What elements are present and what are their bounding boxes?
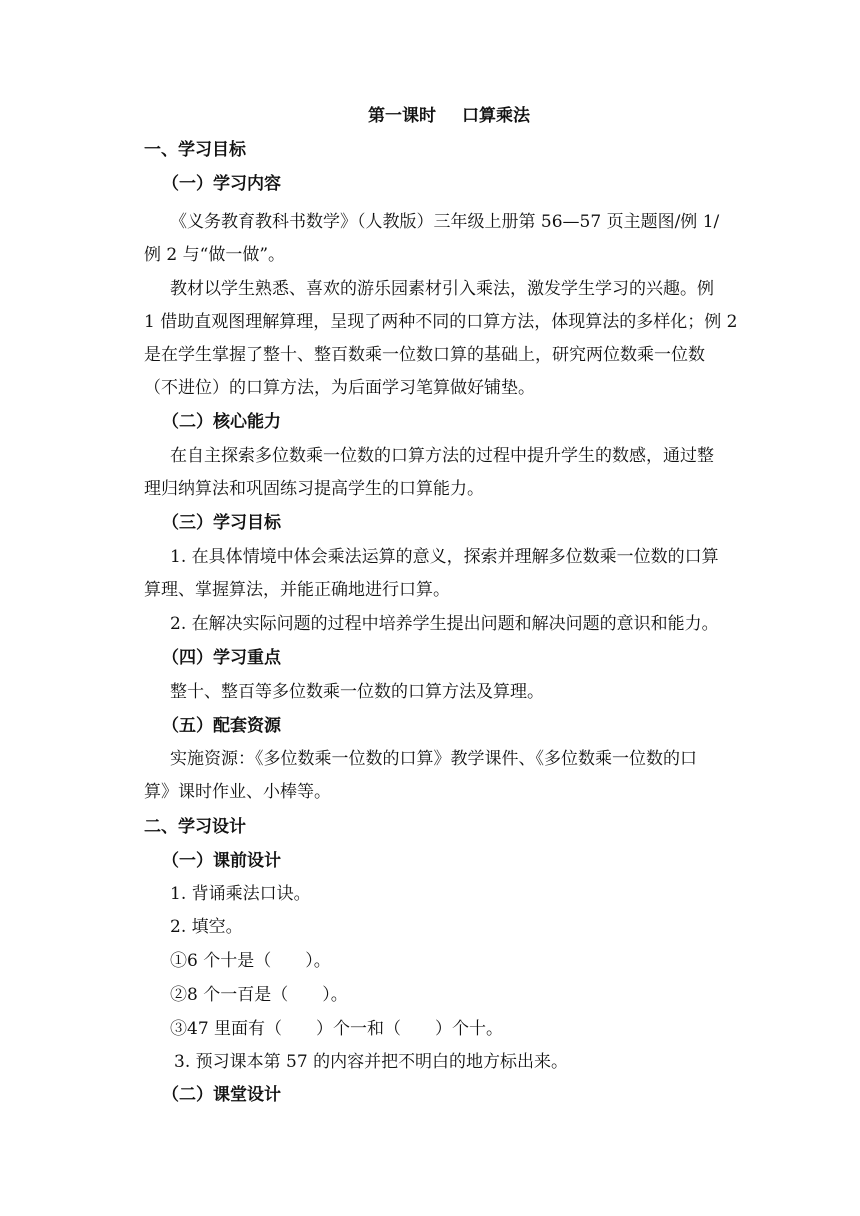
paragraph-ability-line: 在自主探索多位数乘一位数的口算方法的过程中提升学生的数感，通过整 xyxy=(170,446,714,466)
paragraph-content-line: 教材以学生熟悉、喜欢的游乐园素材引入乘法，激发学生学习的兴趣。例 xyxy=(170,279,714,299)
paragraph-content-line: 1 借助直观图理解算理，呈现了两种不同的口算方法，体现算法的多样化；例 2 xyxy=(144,312,738,332)
lesson-title-part-1: 第一课时 xyxy=(368,106,436,126)
fill-blank-item: ①6 个十是（ ）。 xyxy=(170,951,331,971)
paragraph-content-line: 例 2 与“做一做”。 xyxy=(144,245,286,265)
subsection-heading-resources: （五）配套资源 xyxy=(162,716,281,736)
paragraph-content-line: 《义务教育教科书数学》（人教版）三年级上册第 56—57 页主题图/例 1/ xyxy=(170,212,720,232)
fill-blank-item: ③47 里面有（ ）个一和（ ）个十。 xyxy=(170,1019,504,1039)
paragraph-content-line: 是在学生掌握了整十、整百数乘一位数口算的基础上，研究两位数乘一位数 xyxy=(144,345,705,365)
section-heading-1: 一、学习目标 xyxy=(144,140,246,160)
paragraph-content-line: （不进位）的口算方法，为后面学习笔算做好铺垫。 xyxy=(144,378,535,398)
objective-item: 2. 在解决实际问题的过程中培养学生提出问题和解决问题的意识和能力。 xyxy=(170,614,719,634)
subsection-heading-in-class: （二）课堂设计 xyxy=(162,1085,281,1105)
subsection-heading-objectives: （三）学习目标 xyxy=(162,513,281,533)
subsection-heading-focus: （四）学习重点 xyxy=(162,648,281,668)
lesson-title xyxy=(368,104,530,128)
paragraph-resources-line: 实施资源：《多位数乘一位数的口算》教学课件、《多位数乘一位数的口 xyxy=(170,749,697,769)
task-item: 3. 预习课本第 57 的内容并把不明白的地方标出来。 xyxy=(174,1052,569,1072)
task-item: 1. 背诵乘法口诀。 xyxy=(170,884,311,904)
objective-item: 1. 在具体情境中体会乘法运算的意义，探索并理解多位数乘一位数的口算 xyxy=(170,547,719,567)
subsection-heading-ability: （二）核心能力 xyxy=(162,412,281,432)
section-heading-2: 二、学习设计 xyxy=(144,817,246,837)
subsection-heading-content: （一）学习内容 xyxy=(162,174,281,194)
objective-item-cont: 算理、掌握算法，并能正确地进行口算。 xyxy=(144,580,450,600)
task-item: 2. 填空。 xyxy=(170,917,243,937)
paragraph-ability-line: 理归纳算法和巩固练习提高学生的口算能力。 xyxy=(144,479,484,499)
paragraph-resources-line: 算》课时作业、小棒等。 xyxy=(144,782,331,802)
fill-blank-item: ②8 个一百是（ ）。 xyxy=(170,985,348,1005)
lesson-title-part-2: 口算乘法 xyxy=(462,106,530,126)
paragraph-focus: 整十、整百等多位数乘一位数的口算方法及算理。 xyxy=(170,682,544,702)
subsection-heading-pre-class: （一）课前设计 xyxy=(162,851,281,871)
